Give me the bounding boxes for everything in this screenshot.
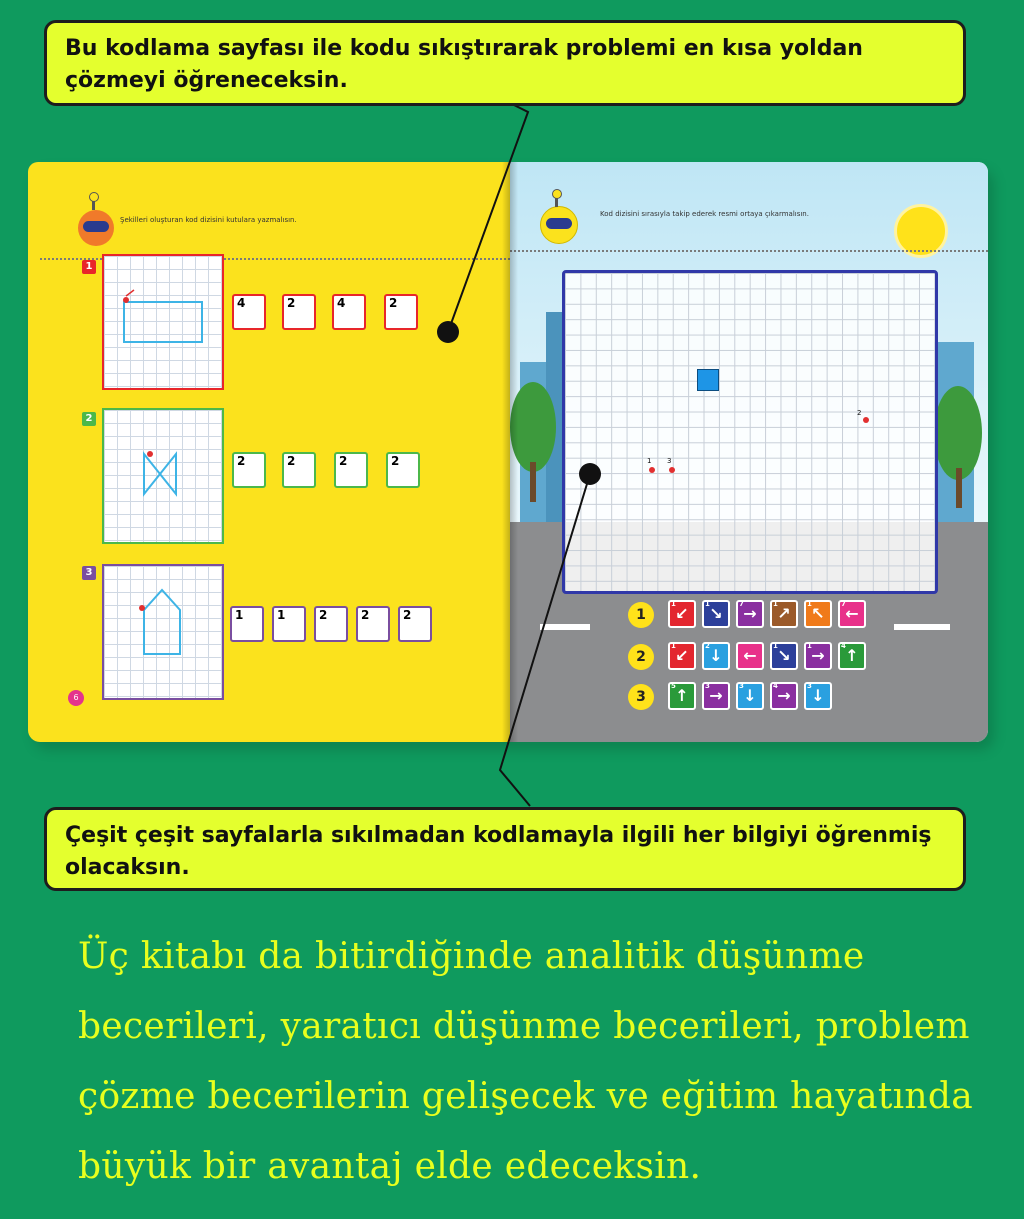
bowtie-shape-drawing: [104, 410, 222, 542]
tagline-line-2: becerileri, yaratıcı düşünme becerileri, problem: [78, 1006, 970, 1047]
arrow-icon: ↘: [777, 646, 791, 665]
arrow-tile[interactable]: [770, 600, 798, 628]
bottom-callout-line-2: olacaksın.: [65, 855, 190, 880]
answer-box[interactable]: 2: [384, 294, 418, 330]
arrow-tile[interactable]: [804, 682, 832, 710]
arrow-icon: ↓: [811, 686, 825, 705]
arrow-icon: ↙: [675, 646, 689, 665]
arrow-icon: ↙: [675, 604, 689, 623]
exercise-number: 1: [82, 260, 96, 274]
exercise-number: 2: [82, 412, 96, 426]
robot-mascot-icon: [78, 210, 114, 246]
rectangle-shape-drawing: [104, 256, 222, 388]
code-row-number: 2: [628, 644, 654, 670]
arrow-tile[interactable]: [668, 642, 696, 670]
arrow-icon: ←: [743, 646, 757, 665]
dotted-divider: [510, 250, 988, 252]
tree-trunk: [530, 462, 536, 502]
arrow-tile[interactable]: [838, 642, 866, 670]
answer-box[interactable]: 2: [334, 452, 368, 488]
answer-box[interactable]: 2: [356, 606, 390, 642]
arrow-icon: ↑: [845, 646, 859, 665]
answer-box[interactable]: 4: [232, 294, 266, 330]
arrow-tile[interactable]: [668, 682, 696, 710]
code-row-number: 1: [628, 602, 654, 628]
arrow-step-count: 1: [773, 600, 778, 608]
arrow-icon: ↖: [811, 604, 825, 623]
answer-box[interactable]: 1: [230, 606, 264, 642]
answer-box[interactable]: 2: [282, 452, 316, 488]
arrow-tile[interactable]: [770, 642, 798, 670]
bottom-callout-line-1: Çeşit çeşit sayfalarla sıkılmadan kodlamayla ilgili her bilgiyi öğrenmiş: [65, 823, 932, 848]
house-shape-drawing: [104, 566, 222, 698]
tagline: [78, 922, 1008, 1202]
red-start-point: [863, 417, 869, 423]
grid-point-label: 1: [647, 457, 652, 465]
grid-point-label: 3: [667, 457, 672, 465]
arrow-step-count: 4: [841, 642, 846, 650]
top-callout-line-2: çözmeyi öğreneceksin.: [65, 68, 348, 93]
book-spine: [502, 162, 518, 742]
tree-trunk: [956, 468, 962, 508]
arrow-step-count: 1: [705, 600, 710, 608]
drawing-grid[interactable]: [562, 270, 938, 594]
arrow-step-count: 7: [739, 600, 744, 608]
blue-start-square: [697, 369, 719, 391]
tagline-line-3: çözme becerilerin gelişecek ve eğitim hayatında: [78, 1076, 974, 1117]
arrow-step-count: 1: [807, 600, 812, 608]
arrow-step-count: 2: [705, 642, 710, 650]
tagline-line-4: büyük bir avantaj elde edeceksin.: [78, 1146, 702, 1187]
arrow-tile[interactable]: [804, 642, 832, 670]
road-marking: [540, 624, 590, 630]
arrow-step-count: 1: [671, 600, 676, 608]
arrow-tile[interactable]: [668, 600, 696, 628]
arrow-icon: ↑: [675, 686, 689, 705]
answer-box[interactable]: 2: [314, 606, 348, 642]
exercise-grid: [102, 564, 224, 700]
arrow-icon: →: [777, 686, 791, 705]
arrow-step-count: 1: [773, 642, 778, 650]
top-callout-line-1: Bu kodlama sayfası ile kodu sıkıştırarak problemi en kısa yoldan: [65, 36, 863, 61]
answer-box[interactable]: 2: [398, 606, 432, 642]
robot-mascot-icon: [540, 206, 578, 244]
arrow-tile[interactable]: [838, 600, 866, 628]
tagline-line-1: Üç kitabı da bitirdiğinde analitik düşünme: [78, 936, 865, 977]
arrow-step-count: 7: [841, 600, 846, 608]
right-page-instruction: Kod dizisini sırasıyla takip ederek resmi ortaya çıkarmalısın.: [600, 210, 809, 218]
answer-box[interactable]: 2: [232, 452, 266, 488]
road-marking: [894, 624, 950, 630]
answer-box[interactable]: 4: [332, 294, 366, 330]
arrow-icon: →: [743, 604, 757, 623]
arrow-tile[interactable]: [736, 682, 764, 710]
arrow-icon: →: [811, 646, 825, 665]
arrow-tile[interactable]: [702, 642, 730, 670]
tree: [934, 386, 982, 480]
arrow-tile[interactable]: [702, 682, 730, 710]
arrow-step-count: 3: [807, 682, 812, 690]
bottom-callout: [44, 807, 966, 891]
page-number: 6: [68, 690, 84, 706]
red-start-point: [669, 467, 675, 473]
exercise-number: 3: [82, 566, 96, 580]
answer-box[interactable]: 2: [386, 452, 420, 488]
exercise-grid: [102, 408, 224, 544]
arrow-tile[interactable]: [736, 642, 764, 670]
arrow-icon: ↘: [709, 604, 723, 623]
arrow-step-count: 3: [739, 682, 744, 690]
book-right-page: [510, 162, 988, 742]
grid-point-label: 2: [857, 409, 862, 417]
answer-box[interactable]: 1: [272, 606, 306, 642]
arrow-step-count: 5: [671, 682, 676, 690]
arrow-step-count: 3: [705, 682, 710, 690]
arrow-tile[interactable]: [804, 600, 832, 628]
arrow-tile[interactable]: [770, 682, 798, 710]
arrow-step-count: 1: [807, 642, 812, 650]
arrow-tile[interactable]: [702, 600, 730, 628]
red-start-point: [649, 467, 655, 473]
arrow-tile[interactable]: [736, 600, 764, 628]
answer-box[interactable]: 2: [282, 294, 316, 330]
arrow-step-count: 4: [773, 682, 778, 690]
arrow-step-count: 1: [671, 642, 676, 650]
arrow-icon: →: [709, 686, 723, 705]
code-row-number: 3: [628, 684, 654, 710]
left-page-instruction: Şekilleri oluşturan kod dizisini kutulara yazmalısın.: [120, 216, 297, 224]
arrow-icon: ↓: [743, 686, 757, 705]
top-callout: [44, 20, 966, 106]
exercise-grid: [102, 254, 224, 390]
book-left-page: [28, 162, 510, 742]
arrow-icon: ←: [845, 604, 859, 623]
arrow-icon: ↗: [777, 604, 791, 623]
arrow-icon: ↓: [709, 646, 723, 665]
